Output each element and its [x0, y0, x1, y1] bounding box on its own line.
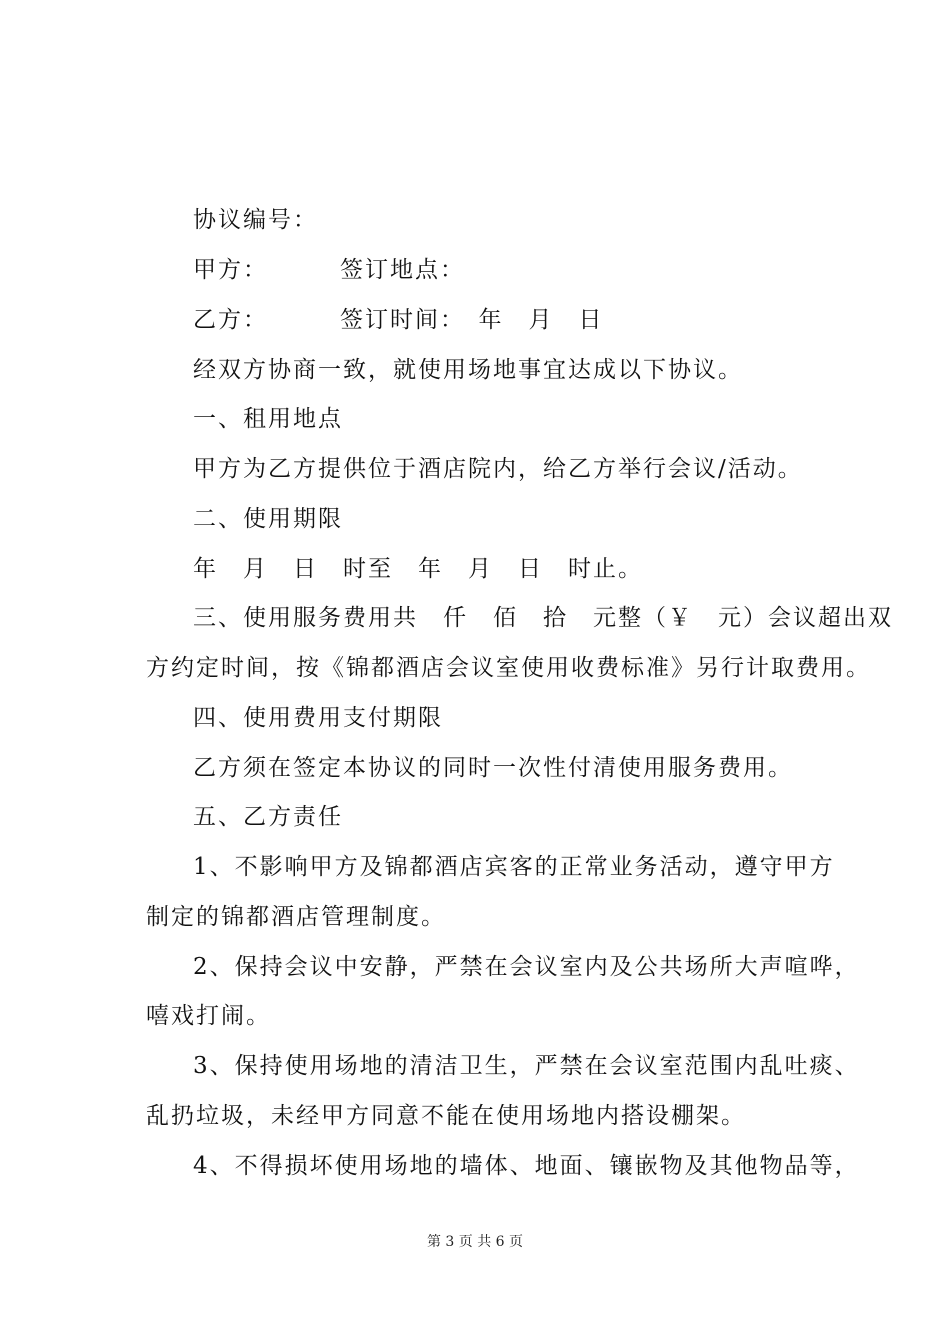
intro-paragraph: 经双方协商一致，就使用场地事宜达成以下协议。: [193, 357, 743, 383]
party-b-row: [193, 305, 604, 335]
section2-title: 二、使用期限: [193, 506, 343, 532]
section1-title: 一、租用地点: [193, 406, 343, 432]
party-a-label: 甲方：: [193, 257, 268, 283]
item4-line1: 4、不得损坏使用场地的墙体、地面、镶嵌物及其他物品等，: [193, 1153, 860, 1179]
item2-line2: 嘻戏打闹。: [146, 1003, 271, 1029]
page-indicator: 第 3 页 共 6 页: [426, 1234, 524, 1250]
section5-title: 五、乙方责任: [193, 804, 343, 830]
section1-body: 甲方为乙方提供位于酒店院内，给乙方举行会议/活动。: [193, 456, 803, 482]
section4-title: 四、使用费用支付期限: [193, 705, 443, 731]
item1-line2: 制定的锦都酒店管理制度。: [146, 904, 446, 930]
party-a-row: [193, 255, 465, 285]
section3-line1: 三、使用服务费用共 仟 佰 拾 元整（￥ 元）会议超出双: [193, 605, 893, 631]
item2-line1: 2、保持会议中安静，严禁在会议室内及公共场所大声喧哗，: [193, 954, 860, 980]
item3-line2: 乱扔垃圾，未经甲方同意不能在使用场地内搭设棚架。: [146, 1103, 746, 1129]
signing-time-label: 签订时间： 年 月 日: [340, 307, 604, 333]
party-b-label: 乙方：: [193, 307, 268, 333]
item3-line1: 3、保持使用场地的清洁卫生，严禁在会议室范围内乱吐痰、: [193, 1053, 860, 1079]
section2-body: 年 月 日 时至 年 月 日 时止。: [193, 556, 643, 582]
section4-body: 乙方须在签定本协议的同时一次性付清使用服务费用。: [193, 755, 793, 781]
item1-line1: 1、不影响甲方及锦都酒店宾客的正常业务活动，遵守甲方: [193, 854, 835, 880]
section3-line2: 方约定时间，按《锦都酒店会议室使用收费标准》另行计取费用。: [146, 655, 871, 681]
signing-place-label: 签订地点：: [340, 257, 465, 283]
agreement-number-label: 协议编号：: [193, 207, 318, 233]
